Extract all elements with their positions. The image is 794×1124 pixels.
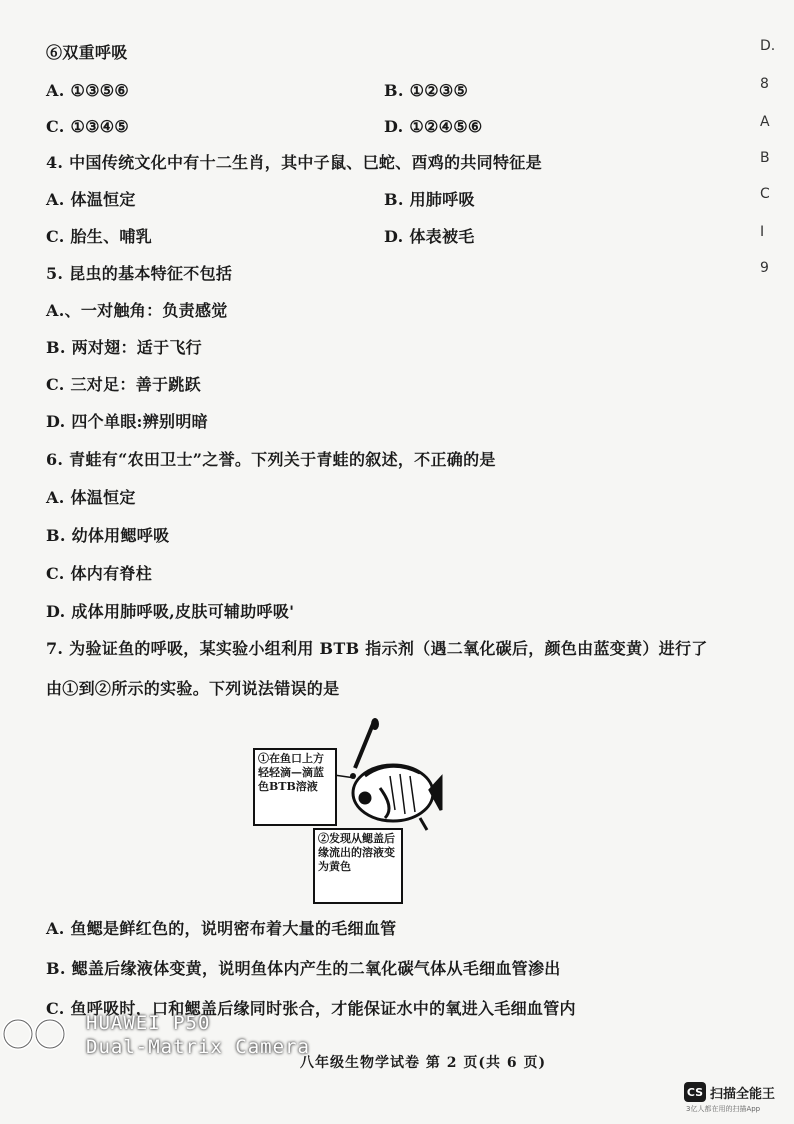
margin-char: A bbox=[760, 114, 770, 130]
q7-option-a: A. 鱼鳃是鲜红色的，说明密布着大量的毛细血管 bbox=[46, 919, 397, 938]
page-number-footer: 八年级生物学试卷 第 2 页(共 6 页) bbox=[300, 1055, 547, 1071]
q6-option-c: C. 体内有脊柱 bbox=[46, 564, 152, 583]
margin-char: I bbox=[760, 224, 765, 240]
q3-option-d: D. ①②④⑤⑥ bbox=[384, 117, 483, 136]
q4-option-a: A. 体温恒定 bbox=[46, 190, 136, 209]
q5-option-b: B. 两对翅：适于飞行 bbox=[46, 338, 202, 357]
q3-option-c: C. ①③④⑤ bbox=[46, 117, 130, 136]
margin-char: D. bbox=[760, 38, 776, 54]
camscanner-logo-icon: CS bbox=[684, 1082, 706, 1102]
q7-stem-line1: 7. 为验证鱼的呼吸，某实验小组利用 BTB 指示剂（遇二氧化碳后，颜色由蓝变黄）进行了 bbox=[46, 639, 708, 658]
q4-option-d: D. 体表被毛 bbox=[384, 227, 475, 246]
q3-option-a: A. ①③⑤⑥ bbox=[46, 81, 130, 100]
camera-lens-icon bbox=[0, 1012, 80, 1054]
q7-stem-line2: 由①到②所示的实验。下列说法错误的是 bbox=[46, 679, 340, 698]
camscanner-name: 扫描全能王 bbox=[710, 1086, 776, 1102]
q4-stem: 4. 中国传统文化中有十二生肖，其中子鼠、巳蛇、酉鸡的共同特征是 bbox=[46, 153, 542, 172]
q6-option-a: A. 体温恒定 bbox=[46, 488, 136, 507]
q6-stem: 6. 青蛙有“农田卫士”之誉。下列关于青蛙的叙述，不正确的是 bbox=[46, 450, 496, 469]
margin-char: 8 bbox=[760, 76, 769, 92]
watermark-line1: HUAWEI P50 bbox=[86, 1012, 211, 1034]
q4-option-c: C. 胎生、哺乳 bbox=[46, 227, 152, 246]
q3-item-6: ⑥双重呼吸 bbox=[46, 43, 128, 62]
q6-option-d: D. 成体用肺呼吸,皮肤可辅助呼吸' bbox=[46, 602, 295, 621]
q5-option-d: D. 四个单眼:辨别明暗 bbox=[46, 412, 208, 431]
camscanner-tagline: 3亿人都在用的扫描App bbox=[686, 1105, 761, 1113]
q4-option-b: B. 用肺呼吸 bbox=[384, 190, 475, 209]
margin-char: 9 bbox=[760, 260, 769, 276]
camscanner-badge bbox=[684, 1082, 775, 1102]
q7-option-c: C. 鱼呼吸时，口和鳃盖后缘同时张合，才能保证水中的氧进入毛细血管内 bbox=[46, 999, 576, 1018]
q6-option-b: B. 幼体用鳃呼吸 bbox=[46, 526, 170, 545]
q5-option-c: C. 三对足：善于跳跃 bbox=[46, 375, 201, 394]
watermark-line2: Dual-Matrix Camera bbox=[86, 1036, 310, 1058]
q5-option-a: A.、一对触角：负责感觉 bbox=[46, 301, 228, 320]
step2-box: ②发现从鳃盖后缘流出的溶液变为黄色 bbox=[313, 828, 403, 904]
margin-char: C bbox=[760, 186, 770, 202]
fish-experiment-figure bbox=[215, 718, 445, 900]
q5-stem: 5. 昆虫的基本特征不包括 bbox=[46, 264, 233, 283]
margin-char: B bbox=[760, 150, 770, 166]
q7-option-b: B. 鳃盖后缘液体变黄，说明鱼体内产生的二氧化碳气体从毛细血管渗出 bbox=[46, 959, 561, 978]
q3-option-b: B. ①②③⑤ bbox=[384, 81, 469, 100]
fish-icon bbox=[353, 765, 441, 830]
step1-box: ①在鱼口上方轻轻滴—滴蓝色BTB溶液 bbox=[253, 748, 337, 826]
